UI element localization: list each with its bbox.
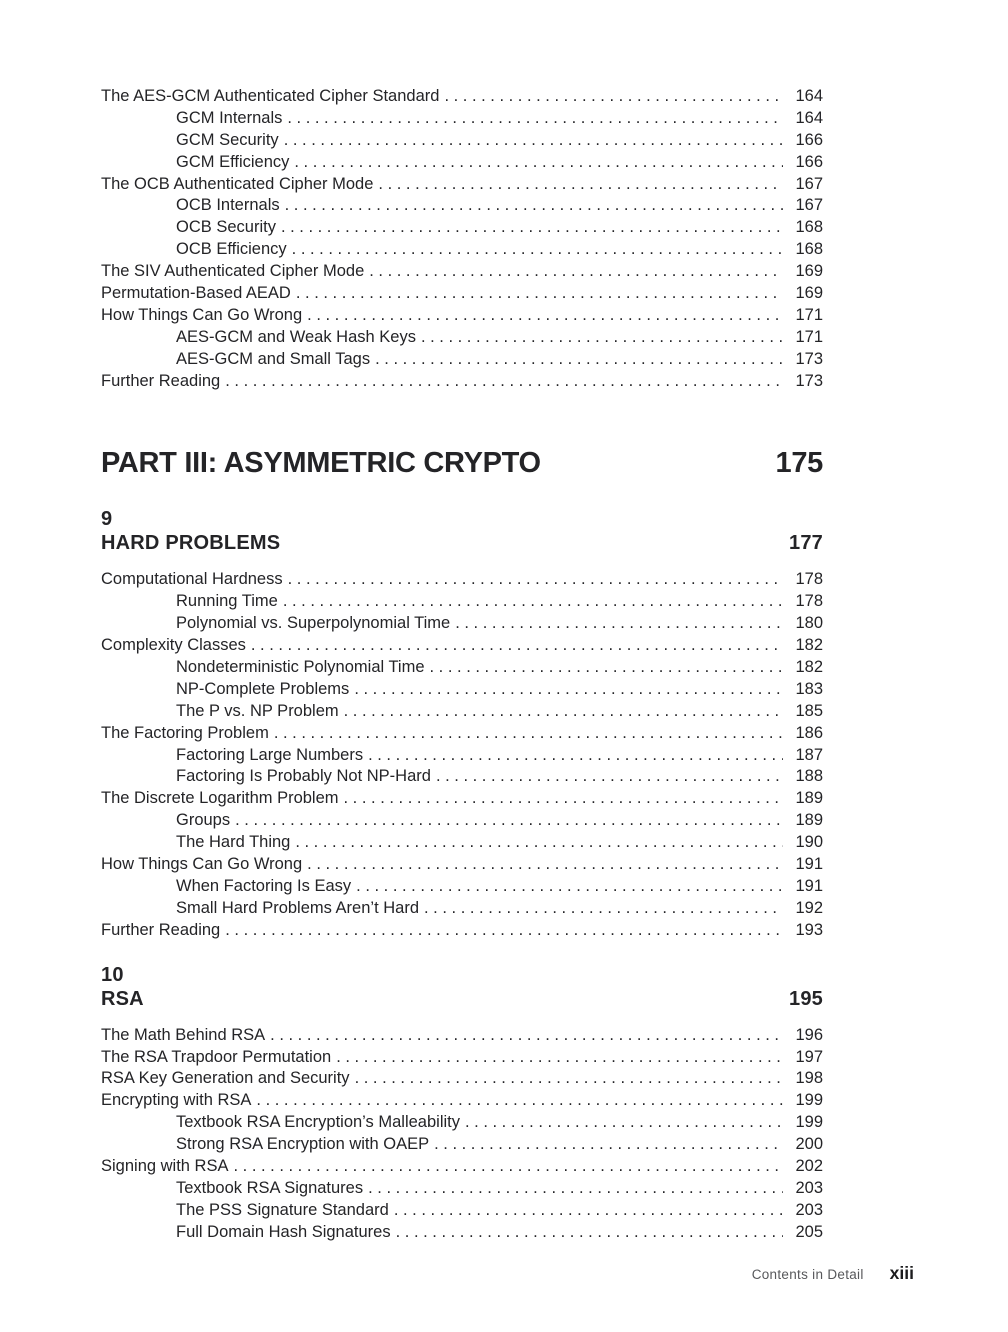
dot-leader [285, 195, 783, 217]
toc-entry-page-number: 169 [795, 284, 823, 303]
toc-entry-page-number: 168 [795, 240, 823, 259]
toc-entry-label: Factoring Large Numbers [176, 745, 364, 764]
toc-entry-page-number: 202 [795, 1156, 823, 1175]
dot-leader [430, 657, 783, 679]
dot-leader [396, 1222, 783, 1244]
toc-entry-page-number: 166 [795, 152, 823, 171]
dot-leader [444, 86, 783, 108]
toc-entry [101, 810, 823, 832]
toc-entry-page-number: 185 [795, 701, 823, 720]
toc-entry-page-number: 173 [795, 371, 823, 390]
toc-entry-label: Computational Hardness [101, 570, 283, 589]
toc-entry-page-number: 203 [795, 1200, 823, 1219]
dot-leader [344, 788, 783, 810]
toc-entry-label: The Discrete Logarithm Problem [101, 789, 339, 808]
dot-leader [355, 1068, 783, 1090]
toc-entry-page-number: 193 [795, 920, 823, 939]
dot-leader [307, 854, 783, 876]
toc-entry-label: Polynomial vs. Superpolynomial Time [176, 614, 451, 633]
toc-entry-label: Permutation-Based AEAD [101, 284, 291, 303]
chapter-number: 10 [101, 963, 124, 986]
toc-entry-label: Complexity Classes [101, 636, 246, 655]
toc-entry [101, 195, 823, 217]
toc-entry-page-number: 196 [795, 1025, 823, 1044]
toc-entry-page-number: 164 [795, 108, 823, 127]
toc-entry-label: How Things Can Go Wrong [101, 855, 303, 874]
toc-entry-label: The Hard Thing [176, 833, 291, 852]
dot-leader [307, 305, 783, 327]
preceding-chapter-entries [101, 86, 823, 392]
toc-entry [101, 591, 823, 613]
toc-entry [101, 130, 823, 152]
toc-entry-page-number: 178 [795, 570, 823, 589]
toc-entry-page-number: 200 [795, 1135, 823, 1154]
page-footer [752, 1263, 914, 1284]
toc-entry [101, 832, 823, 854]
toc-entry [101, 657, 823, 679]
toc-entry-label: OCB Security [176, 218, 276, 237]
chapter-title-row [101, 531, 823, 555]
toc-entry [101, 701, 823, 723]
part-heading [101, 446, 823, 480]
toc-entry-label: NP-Complete Problems [176, 679, 350, 698]
toc-entry-page-number: 173 [795, 349, 823, 368]
toc-entry-label: GCM Security [176, 130, 279, 149]
dot-leader [251, 635, 783, 657]
dot-leader [368, 745, 783, 767]
dot-leader [436, 766, 783, 788]
toc-entry-page-number: 171 [795, 327, 823, 346]
dot-leader [292, 239, 783, 261]
toc-entry [101, 261, 823, 283]
chapter-10-entries [101, 1025, 823, 1244]
toc-entry-page-number: 186 [795, 723, 823, 742]
dot-leader [296, 283, 783, 305]
toc-entry-page-number: 169 [795, 262, 823, 281]
toc-entry-label: AES-GCM and Small Tags [176, 349, 371, 368]
dot-leader [256, 1090, 783, 1112]
toc-entry-label: Small Hard Problems Aren’t Hard [176, 898, 420, 917]
part-title: PART III: ASYMMETRIC CRYPTO [101, 447, 541, 480]
part-page-number: 175 [775, 447, 823, 480]
toc-entry-page-number: 182 [795, 636, 823, 655]
toc-entry [101, 1112, 823, 1134]
toc-entry-label: The Factoring Problem [101, 723, 269, 742]
toc-entry [101, 613, 823, 635]
toc-entry [101, 1200, 823, 1222]
toc-entry-page-number: 199 [795, 1113, 823, 1132]
toc-entry-label: The OCB Authenticated Cipher Mode [101, 174, 374, 193]
dot-leader [283, 591, 783, 613]
dot-leader [294, 152, 783, 174]
toc-entry [101, 723, 823, 745]
toc-entry-page-number: 199 [795, 1091, 823, 1110]
toc-entry-label: Textbook RSA Signatures [176, 1178, 364, 1197]
toc-entry-page-number: 187 [795, 745, 823, 764]
toc-entry [101, 305, 823, 327]
toc-entry [101, 854, 823, 876]
toc-entry-page-number: 191 [795, 855, 823, 874]
toc-entry [101, 1090, 823, 1112]
toc-entry-label: Further Reading [101, 920, 221, 939]
toc-entry [101, 349, 823, 371]
toc-entry [101, 1047, 823, 1069]
chapter-title: RSA [101, 987, 144, 1010]
toc-entry-label: Full Domain Hash Signatures [176, 1222, 391, 1241]
toc-entry-label: The P vs. NP Problem [176, 701, 339, 720]
toc-entry-page-number: 189 [795, 789, 823, 808]
toc-entry-label: Further Reading [101, 371, 221, 390]
toc-entry-page-number: 190 [795, 833, 823, 852]
toc-entry-label: The PSS Signature Standard [176, 1200, 389, 1219]
toc-entry [101, 876, 823, 898]
toc-entry-label: Signing with RSA [101, 1156, 229, 1175]
toc-entry [101, 371, 823, 393]
toc-entry-label: Strong RSA Encryption with OAEP [176, 1135, 430, 1154]
toc-entry [101, 1222, 823, 1244]
toc-entry [101, 174, 823, 196]
toc-entry-label: Encrypting with RSA [101, 1091, 252, 1110]
toc-entry [101, 745, 823, 767]
toc-entry-label: GCM Efficiency [176, 152, 290, 171]
chapter-9-heading [101, 508, 823, 555]
toc-entry-page-number: 168 [795, 218, 823, 237]
toc-entry-label: The Math Behind RSA [101, 1025, 266, 1044]
dot-leader [284, 130, 783, 152]
toc-entry-page-number: 189 [795, 811, 823, 830]
toc-entry-page-number: 197 [795, 1047, 823, 1066]
toc-entry-label: The RSA Trapdoor Permutation [101, 1047, 332, 1066]
chapter-page-number: 177 [789, 532, 823, 555]
dot-leader [369, 261, 783, 283]
toc-entry-label: When Factoring Is Easy [176, 876, 352, 895]
dot-leader [356, 876, 783, 898]
toc-entry-page-number: 191 [795, 876, 823, 895]
toc-entry [101, 327, 823, 349]
dot-leader [281, 217, 783, 239]
dot-leader [288, 569, 783, 591]
dot-leader [368, 1178, 783, 1200]
chapter-number: 9 [101, 508, 113, 531]
toc-entry [101, 108, 823, 130]
chapter-title-row [101, 987, 823, 1011]
toc-entry [101, 1068, 823, 1090]
dot-leader [434, 1134, 783, 1156]
chapter-9-entries [101, 569, 823, 941]
toc-entry [101, 766, 823, 788]
dot-leader [233, 1156, 783, 1178]
toc-entry [101, 920, 823, 942]
toc-entry [101, 635, 823, 657]
toc-entry-label: Running Time [176, 592, 278, 611]
dot-leader [274, 723, 783, 745]
dot-leader [421, 327, 783, 349]
dot-leader [336, 1047, 783, 1069]
toc-entry-label: OCB Internals [176, 196, 280, 215]
toc-entry [101, 217, 823, 239]
dot-leader [287, 108, 783, 130]
toc-entry [101, 1178, 823, 1200]
toc-entry-label: GCM Internals [176, 108, 283, 127]
toc-entry-label: How Things Can Go Wrong [101, 305, 303, 324]
toc-entry-page-number: 205 [795, 1222, 823, 1241]
toc-entry-page-number: 203 [795, 1178, 823, 1197]
dot-leader [295, 832, 783, 854]
chapter-10-heading [101, 964, 823, 1011]
toc-entry [101, 86, 823, 108]
dot-leader [378, 174, 783, 196]
toc-entry [101, 898, 823, 920]
toc-entry-page-number: 182 [795, 658, 823, 677]
toc-entry-label: RSA Key Generation and Security [101, 1069, 350, 1088]
toc-entry-page-number: 180 [795, 614, 823, 633]
dot-leader [270, 1025, 783, 1047]
dot-leader [424, 898, 783, 920]
dot-leader [235, 810, 783, 832]
toc-entry-page-number: 183 [795, 679, 823, 698]
toc-entry-label: The SIV Authenticated Cipher Mode [101, 262, 365, 281]
toc-entry-page-number: 178 [795, 592, 823, 611]
toc-entry-label: Groups [176, 811, 231, 830]
chapter-title: HARD PROBLEMS [101, 532, 281, 555]
dot-leader [344, 701, 783, 723]
toc-entry-page-number: 167 [795, 174, 823, 193]
dot-leader [394, 1200, 783, 1222]
toc-entry-page-number: 167 [795, 196, 823, 215]
dot-leader [455, 613, 783, 635]
toc-entry-page-number: 198 [795, 1069, 823, 1088]
toc-entry [101, 1134, 823, 1156]
dot-leader [225, 371, 783, 393]
toc-entry [101, 239, 823, 261]
toc-content [101, 86, 823, 1244]
toc-entry [101, 679, 823, 701]
toc-entry-label: OCB Efficiency [176, 240, 287, 259]
toc-entry [101, 1025, 823, 1047]
toc-entry [101, 788, 823, 810]
toc-entry-page-number: 166 [795, 130, 823, 149]
toc-entry-label: The AES-GCM Authenticated Cipher Standard [101, 87, 440, 105]
toc-entry-page-number: 192 [795, 898, 823, 917]
toc-entry-page-number: 164 [795, 87, 823, 105]
folio-page-number: xiii [889, 1263, 914, 1283]
toc-entry-label: Textbook RSA Encryption’s Malleability [176, 1113, 460, 1132]
toc-entry-page-number: 171 [795, 305, 823, 324]
toc-entry-label: Factoring Is Probably Not NP-Hard [176, 767, 431, 786]
toc-entry-label: AES-GCM and Weak Hash Keys [176, 327, 416, 346]
toc-entry [101, 569, 823, 591]
toc-entry [101, 283, 823, 305]
toc-entry [101, 1156, 823, 1178]
toc-entry [101, 152, 823, 174]
dot-leader [375, 349, 783, 371]
dot-leader [225, 920, 783, 942]
footer-running-head: Contents in Detail [751, 1267, 864, 1282]
toc-entry-page-number: 188 [795, 767, 823, 786]
toc-entry-label: Nondeterministic Polynomial Time [176, 658, 425, 677]
dot-leader [354, 679, 783, 701]
dot-leader [465, 1112, 783, 1134]
chapter-page-number: 195 [789, 987, 823, 1010]
